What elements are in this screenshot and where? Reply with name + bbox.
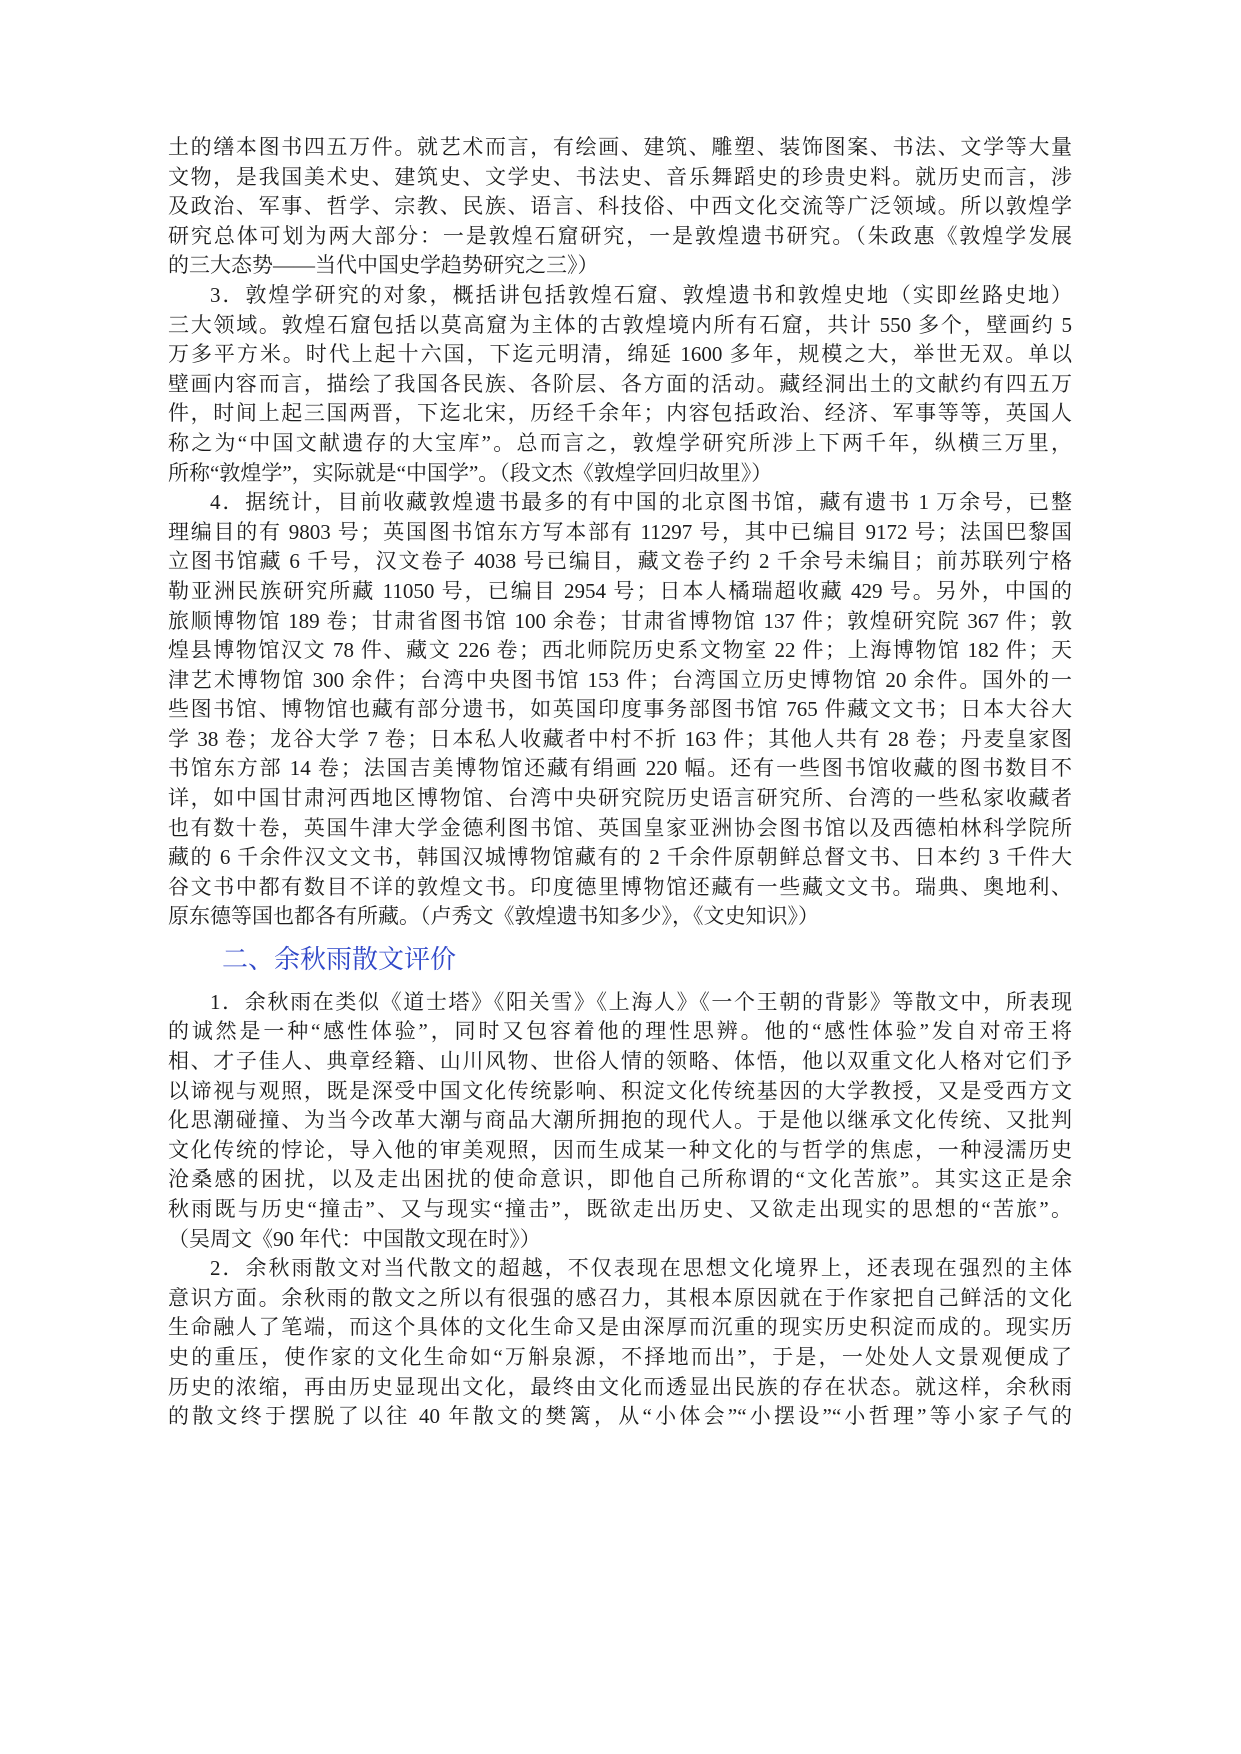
text-line: 万多平方米。时代上起十六国，下迄元明清，绵延 1600 多年，规模之大，举世无双。单以 [168, 342, 1072, 367]
section-yu-qiuyu-essays [168, 932, 1072, 1432]
text-line: 三大领域。敦煌石窟包括以莫高窟为主体的古敦煌境内所有石窟，共计 550 多个，壁画约 5 [168, 312, 1072, 337]
text-line: 2．余秋雨散文对当代散文的超越，不仅表现在思想文化境界上，还表现在强烈的主体 [210, 1256, 1072, 1281]
text-line: 书馆东方部 14 卷；法国吉美博物馆还藏有绢画 220 幅。还有一些图书馆收藏的图书数目不 [168, 756, 1072, 781]
text-line: 也有数十卷，英国牛津大学金德利图书馆、英国皇家亚洲协会图书馆以及西德柏林科学院所 [168, 815, 1072, 840]
text-line: 原东德等国也都各有所藏。（卢秀文《敦煌遗书知多少》，《文史知识》） [168, 904, 819, 929]
text-line: （吴周文《90 年代：中国散文现在时》） [168, 1226, 541, 1251]
paragraph [168, 988, 1072, 1254]
paragraph [168, 281, 1072, 488]
text-line: 意识方面。余秋雨的散文之所以有很强的感召力，其根本原因就在于作家把自己鲜活的文化 [168, 1285, 1072, 1310]
text-line: 4．据统计，目前收藏敦煌遗书最多的有中国的北京图书馆，藏有遗书 1 万余号，已整 [210, 490, 1072, 515]
text-line: 立图书馆藏 6 千号，汉文卷子 4038 号已编目，藏文卷子约 2 千余号未编目；前苏联列宁格 [168, 549, 1072, 574]
text-line: 津艺术博物馆 300 余件；台湾中央图书馆 153 件；台湾国立历史博物馆 20 余件。国外的一 [168, 667, 1072, 692]
text-line: 史的重压，使作家的文化生命如“万斛泉源，不择地而出”，于是，一处处人文景观便成了 [168, 1344, 1072, 1369]
text-line: 学 38 卷；龙谷大学 7 卷；日本私人收藏者中村不折 163 件；其他人共有 28 卷；丹麦皇家图 [168, 726, 1072, 751]
text-line: 的三大态势——当代中国史学趋势研究之三》） [168, 253, 599, 278]
text-line: 理编目的有 9803 号；英国图书馆东方写本部有 11297 号，其中已编目 9172 号；法国巴黎国 [168, 519, 1072, 544]
text-line: 壁画内容而言，描绘了我国各民族、各阶层、各方面的活动。藏经洞出土的文献约有四五万 [168, 371, 1072, 396]
text-line: 生命融人了笔端，而这个具体的文化生命又是由深厚而沉重的现实历史积淀而成的。现实历 [168, 1315, 1072, 1340]
text-line: 沧桑感的困扰，以及走出困扰的使命意识，即他自己所称谓的“文化苦旅”。其实这正是余 [168, 1167, 1072, 1192]
text-column [168, 133, 1072, 1432]
text-line: 土的缮本图书四五万件。就艺术而言，有绘画、建筑、雕塑、装饰图案、书法、文学等大量 [168, 135, 1072, 159]
text-line: 及政治、军事、哲学、宗教、民族、语言、科技俗、中西文化交流等广泛领域。所以敦煌学 [168, 194, 1072, 219]
text-line: 的诚然是一种“感性体验”，同时又包容着他的理性思辨。他的“感性体验”发自对帝王将 [168, 1019, 1072, 1044]
text-line: 相、才子佳人、典章经籍、山川风物、世俗人情的领略、体悟，他以双重文化人格对它们予 [168, 1049, 1072, 1074]
text-line: 勒亚洲民族研究所藏 11050 号，已编目 2954 号；日本人橘瑞超收藏 429 号。另外，中国的 [168, 578, 1072, 603]
text-line: 些图书馆、博物馆也藏有部分遗书，如英国印度事务部图书馆 765 件藏文文书；日本大谷大 [168, 697, 1072, 722]
text-line: 历史的浓缩，再由历史显现出文化，最终由文化而透显出民族的存在状态。就这样，余秋雨 [168, 1374, 1072, 1399]
text-line: 秋雨既与历史“撞击”、又与现实“撞击”，既欲走出历史、又欲走出现实的思想的“苦旅”。 [168, 1196, 1072, 1221]
paragraph [168, 133, 1072, 281]
text-line: 称之为“中国文献遗存的大宝库”。总而言之，敦煌学研究所涉上下两千年，纵横三万里， [168, 430, 1072, 455]
paragraph [168, 488, 1072, 932]
text-line: 文化传统的悖论，导入他的审美观照，因而生成某一种文化的与哲学的焦虑，一种浸濡历史 [168, 1137, 1072, 1162]
text-line: 3．敦煌学研究的对象，概括讲包括敦煌石窟、敦煌遗书和敦煌史地（实即丝路史地） [210, 282, 1072, 307]
text-line: 文物，是我国美术史、建筑史、文学史、书法史、音乐舞蹈史的珍贵史料。就历史而言，涉 [168, 164, 1072, 189]
text-line: 件，时间上起三国两晋，下迄北宋，历经千余年；内容包括政治、经济、军事等等，英国人 [168, 401, 1072, 426]
section-dunhuang-studies [168, 133, 1072, 932]
text-line: 以谛视与观照，既是深受中国文化传统影响、积淀文化传统基因的大学教授，又是受西方文 [168, 1078, 1072, 1103]
text-line: 旅顺博物馆 189 卷；甘肃省图书馆 100 余卷；甘肃省博物馆 137 件；敦煌研究院 367 件；敦 [168, 608, 1072, 633]
section-heading: 二、余秋雨散文评价 [222, 945, 457, 975]
text-line: 所称“敦煌学”，实际就是“中国学”。（段文杰《敦煌学回归故里》） [168, 460, 773, 485]
text-line: 研究总体可划为两大部分：一是敦煌石窟研究，一是敦煌遗书研究。（朱政惠《敦煌学发展 [168, 223, 1072, 248]
text-line: 煌县博物馆汉文 78 件、藏文 226 卷；西北师院历史系文物室 22 件；上海博物馆 182 件；天 [168, 638, 1072, 663]
text-line: 1．余秋雨在类似《道士塔》《阳关雪》《上海人》《一个王朝的背影》等散文中，所表现 [210, 989, 1072, 1014]
text-line: 详，如中国甘肃河西地区博物馆、台湾中央研究院历史语言研究所、台湾的一些私家收藏者 [168, 786, 1072, 811]
text-line: 的散文终于摆脱了以往 40 年散文的樊篱，从“小体会”“小摆设”“小哲理”等小家子气的 [168, 1404, 1072, 1429]
text-line: 藏的 6 千余件汉文文书，韩国汉城博物馆藏有的 2 千余件原朝鲜总督文书、日本约 3 千件大 [168, 845, 1072, 870]
text-line: 化思潮碰撞、为当今改革大潮与商品大潮所拥抱的现代人。于是他以继承文化传统、又批判 [168, 1108, 1072, 1133]
text-line: 谷文书中都有数目不详的敦煌文书。印度德里博物馆还藏有一些藏文文书。瑞典、奥地利、 [168, 874, 1072, 899]
paragraph [168, 1254, 1072, 1432]
